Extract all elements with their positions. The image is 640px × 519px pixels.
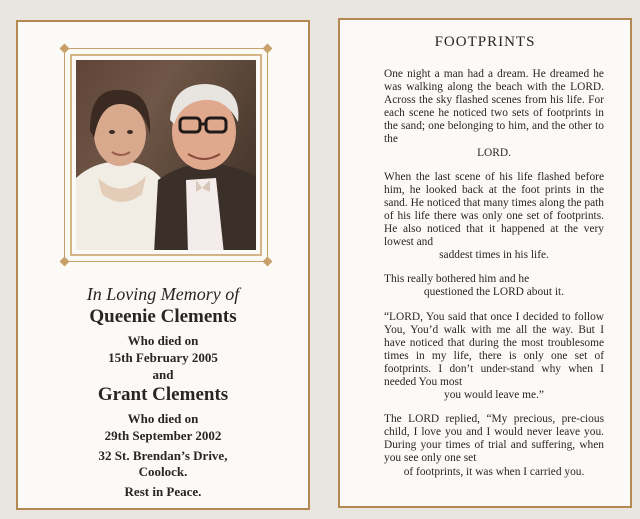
memorial-card-right bbox=[338, 18, 632, 508]
died-label-2: Who died on bbox=[127, 411, 199, 426]
death-date-1: 15th February 2005 bbox=[108, 350, 218, 365]
poem-paragraph bbox=[384, 413, 604, 478]
paragraph-tail: you would leave me.” bbox=[444, 389, 544, 402]
photo-frame bbox=[64, 48, 268, 262]
paragraph-tail: of footprints, it was when I carried you. bbox=[403, 465, 585, 478]
address-line-2: Coolock. bbox=[138, 464, 188, 479]
paragraph-body: “LORD, You said that once I decided to follow You, You’d walk with me all the way. But I have noticed that during the most troublesome times in my life, there is only one set of footprints. I don’t under-stand why when I needed You most bbox=[384, 310, 604, 388]
poem-paragraph bbox=[384, 273, 604, 299]
frame-ornament-icon bbox=[263, 44, 273, 54]
poem-title: FOOTPRINTS bbox=[434, 34, 536, 50]
frame-ornament-icon bbox=[60, 257, 70, 267]
paragraph-body: This really bothered him and he bbox=[384, 273, 530, 286]
paragraph-body: The LORD replied, “My precious, pre-cious child, I love you and I would never leave you. During your times of trial and suffering, when you see only one set bbox=[384, 413, 604, 465]
paragraph-tail: LORD. bbox=[477, 146, 511, 159]
couple-photo bbox=[76, 60, 256, 250]
paragraph-body: One night a man had a dream. He dreamed he was walking along the beach with the LORD. Across the sky flashed scenes from his life. For each scene he noticed two sets of footprints in the sand; one belonging to him, and the other to the bbox=[384, 68, 604, 146]
memorial-card-left bbox=[16, 20, 310, 510]
address-line-1: 32 St. Brendan’s Drive, bbox=[98, 448, 228, 463]
poem-text bbox=[384, 68, 604, 490]
memorial-heading: In Loving Memory of bbox=[86, 284, 240, 304]
closing-line: Rest in Peace. bbox=[124, 484, 202, 499]
paragraph-tail: questioned the LORD about it. bbox=[423, 286, 565, 299]
paragraph-tail: saddest times in his life. bbox=[439, 249, 549, 262]
died-label-1: Who died on bbox=[127, 333, 199, 348]
frame-ornament-icon bbox=[60, 44, 70, 54]
frame-ornament-icon bbox=[263, 257, 273, 267]
conjunction: and bbox=[152, 367, 174, 382]
deceased-name-2: Grant Clements bbox=[97, 384, 229, 405]
paragraph-body: When the last scene of his life flashed before him, he looked back at the foot prints in the sand. He noticed that many times along the path of his life there was only one set of footprints. He also noticed that it happened at the very lowest and bbox=[384, 170, 604, 249]
poem-paragraph bbox=[384, 68, 604, 160]
poem-paragraph bbox=[384, 171, 604, 263]
poem-paragraph bbox=[384, 311, 604, 403]
death-date-2: 29th September 2002 bbox=[104, 428, 222, 443]
deceased-name-1: Queenie Clements bbox=[89, 306, 237, 327]
